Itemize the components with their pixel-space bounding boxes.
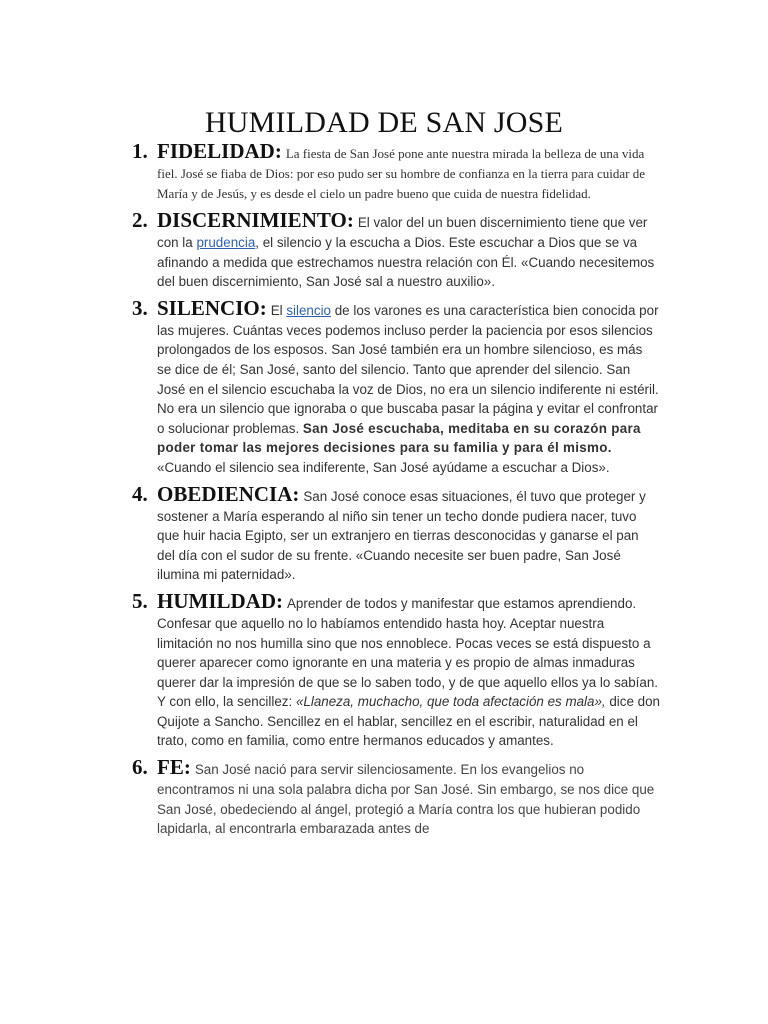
silencio-link[interactable]: silencio bbox=[286, 302, 332, 318]
item-text: La fiesta de San José pone ante nuestra mirada la belleza de una vida fiel. José se fiaba de Dios: por eso pudo ser su hombre de confianza en la tierra para cuidar de María y de Jesús, y es desde el cielo un padre bueno que cuida de nuestra fidelidad. bbox=[157, 146, 646, 201]
item-number: 2. bbox=[132, 208, 148, 232]
item-heading: DISCERNIMIENTO: bbox=[157, 208, 354, 232]
list-item-humildad bbox=[132, 588, 660, 751]
item-bold-text: San José escuchaba, meditaba en su corazón para poder tomar las mejores decisiones para su familia y para él mismo. bbox=[157, 420, 641, 456]
item-heading: FIDELIDAD: bbox=[157, 139, 282, 163]
item-number: 6. bbox=[132, 755, 148, 780]
list-item-obediencia bbox=[132, 481, 660, 585]
list-item-fe bbox=[132, 754, 660, 839]
prudencia-link[interactable]: prudencia bbox=[196, 235, 256, 250]
item-heading: SILENCIO: bbox=[157, 295, 267, 320]
item-text: El valor del un buen discernimiento tiene que ver con la bbox=[157, 215, 648, 250]
item-text-end: «Cuando el silencio sea indiferente, San José ayúdame a escuchar a Dios». bbox=[157, 459, 610, 475]
item-text: de los varones es una característica bien conocida por las mujeres. Cuántas veces podemos incluso perder la paciencia por esos silencios prolongados de los esposos. San José también era un hombre silencioso, es más se dice de él; San José, santo del silencio. Tanto que aprender del silencio. San José en el silencio escuchaba la voz de Dios, no era un silencio indiferente ni estéril. No era un silencio que ignoraba o que buscaba pasar la página y evitar el confrontar o solucionar problemas. bbox=[157, 302, 659, 436]
item-number: 1. bbox=[132, 139, 148, 163]
item-text: Aprender de todos y manifestar que estamos aprendiendo. Confesar que aquello no lo habíamos entendido hasta hoy. Aceptar nuestra limitación no nos humilla sino que nos ennoblece. Pocas veces se está dispuesto a querer aparecer como ignorante en una materia y es propio de almas inmaduras querer dar la impresión de que se lo saben todo, y de que aquello ellos ya lo sabían. Y con ello, la sencillez: bbox=[157, 595, 658, 710]
item-text: San José conoce esas situaciones, él tuvo que proteger y sostener a María esperando al niño sin tener un techo donde pudiera nacer, tuvo que huir hacia Egipto, ser un extranjero en tierras desconocidas y ganarse el pan del día con el sudor de su frente. «Cuando necesite ser buen padre, San José ilumina mi paternidad». bbox=[157, 488, 646, 583]
item-text-lead: El bbox=[270, 302, 287, 318]
list-item-fidelidad bbox=[132, 138, 660, 204]
item-text: San José nació para servir silenciosamente. En los evangelios no encontramos ni una sola palabra dicha por San José. Sin embargo, se nos dice que San José, obedeciendo al ángel, protegió a María contra los que hubieran podido lapidarla, al encontrarla embarazada antes de bbox=[157, 762, 655, 837]
virtues-list bbox=[132, 138, 660, 842]
item-heading: HUMILDAD: bbox=[157, 588, 283, 613]
quijote-quote: «Llaneza, muchacho, que toda afectación es mala», bbox=[295, 694, 606, 710]
item-text-continued: dice don Quijote a Sancho. Sencillez en el hablar, sencillez en el escribir, naturalidad en el trato, como en familia, como entre hermanos educados y amantes. bbox=[157, 694, 660, 749]
item-text-continued: , el silencio y la escucha a Dios. Este escuchar a Dios que se va afinando a medida que estrechamos nuestra relación con Él. «Cuando necesitemos del buen discernimiento, San José sal a nuestro auxilio». bbox=[157, 235, 655, 290]
list-item-silencio bbox=[132, 295, 660, 478]
item-heading: FE: bbox=[157, 755, 191, 780]
document-title: HUMILDAD DE SAN JOSE bbox=[204, 106, 564, 140]
list-item-discernimiento bbox=[132, 207, 660, 292]
item-number: 4. bbox=[132, 481, 148, 506]
item-number: 3. bbox=[132, 295, 148, 320]
item-number: 5. bbox=[132, 588, 148, 613]
item-heading: OBEDIENCIA: bbox=[157, 481, 300, 506]
